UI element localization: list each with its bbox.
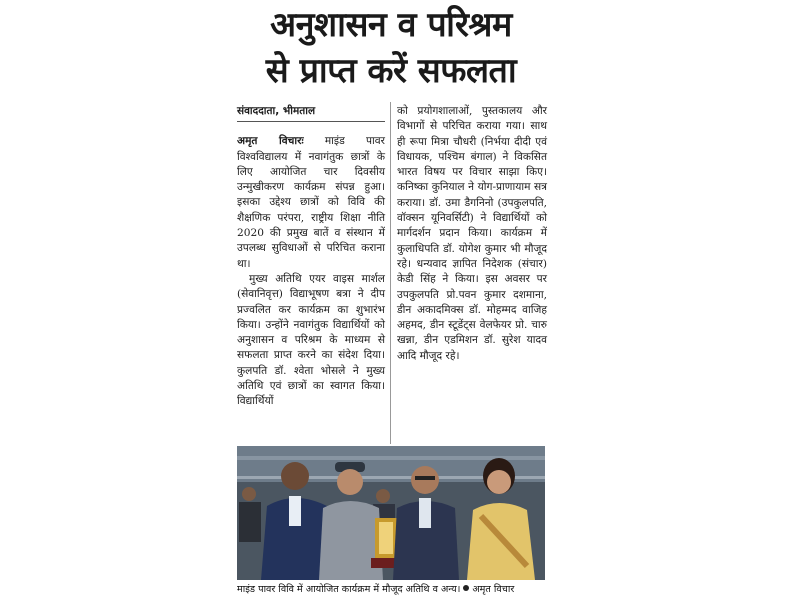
article-column-left — [237, 104, 385, 410]
article-paragraph-3: को प्रयोगशालाओं, पुस्तकालय और विभागों से परिचित कराया गया। साथ ही रूपा मित्रा चौधरी (निर्भया दीदी एवं विधायक, पश्चिम बंगाल) ने विकसित भारत विषय पर विचार साझा किए। कनिष्का कुनियाल ने योग-प्राणायाम सत्र कराया। डॉ. उमा डैगनिनो (उपकुलपति, वॉक्सन यूनिवर्सिटी) ने विद्यार्थियों को मार्गदर्शन प्रदान किया। कार्यक्रम में कुलाधिपति डॉ. योगेश कुमार भी मौजूद रहे। धन्यवाद ज्ञापित निदेशक (संचार) केडी सिंह ने किया। इस अवसर पर उपकुलपति प्रो.पवन कुमार दशमाना, डीन अकादमिक्स डॉ. मोहम्मद वाजिह अहमद, डीन स्टूडेंट्स वेलफेयर प्रो. चारु खन्ना, डीन एडमिशन डॉ. सुरेश यादव आदि मौजूद रहे। — [397, 105, 547, 362]
article-paragraph-2: मुख्य अतिथि एयर वाइस मार्शल (सेवानिवृत्त) विद्याभूषण बत्रा ने दीप प्रज्वलित कर कार्यक्रम का शुभारंभ किया। उन्होंने नवागंतुक विद्यार्थियों को अनुशासन व परिश्रम के माध्यम से सफलता प्राप्त करने का संदेश दिया। कुलपति डॉ. श्वेता भोसले ने मुख्य अतिथि एवं छात्रों का स्वागत किया। विद्यार्थियों — [237, 272, 385, 408]
event-photo-illustration — [237, 446, 545, 580]
photo-credit: अमृत विचार — [472, 584, 515, 595]
newspaper-clipping — [231, 0, 551, 603]
article-column-right — [397, 104, 547, 364]
event-photo — [237, 446, 545, 580]
headline-line-1: अनुशासन व परिश्रम — [270, 5, 512, 45]
byline: संवाददाता, भीमताल — [237, 104, 385, 122]
headline-line-2: से प्राप्त करें सफलता — [265, 51, 517, 91]
column-divider — [390, 102, 391, 444]
photo-caption-text: माइंड पावर विवि में आयोजित कार्यक्रम में मौजूद अतिथि व अन्य। — [237, 584, 461, 595]
bullet-icon — [463, 585, 469, 591]
paragraph-1-text: माइंड पावर विश्वविद्यालय में नवागंतुक छात्रों के लिए आयोजित चार दिवसीय उन्मुखीकरण कार्यक्रम संपन्न हुआ। इसका उद्देश्य छात्रों को विवि की शैक्षणिक परंपरा, राष्ट्रीय शिक्षा नीति 2020 की प्रमुख बातें व संस्थान में उपलब्ध सुविधाओं से परिचित कराना था। — [237, 135, 385, 270]
dateline: अमृत विचारः — [237, 135, 304, 148]
photo-caption — [237, 582, 547, 595]
article-paragraph-1 — [237, 134, 385, 272]
